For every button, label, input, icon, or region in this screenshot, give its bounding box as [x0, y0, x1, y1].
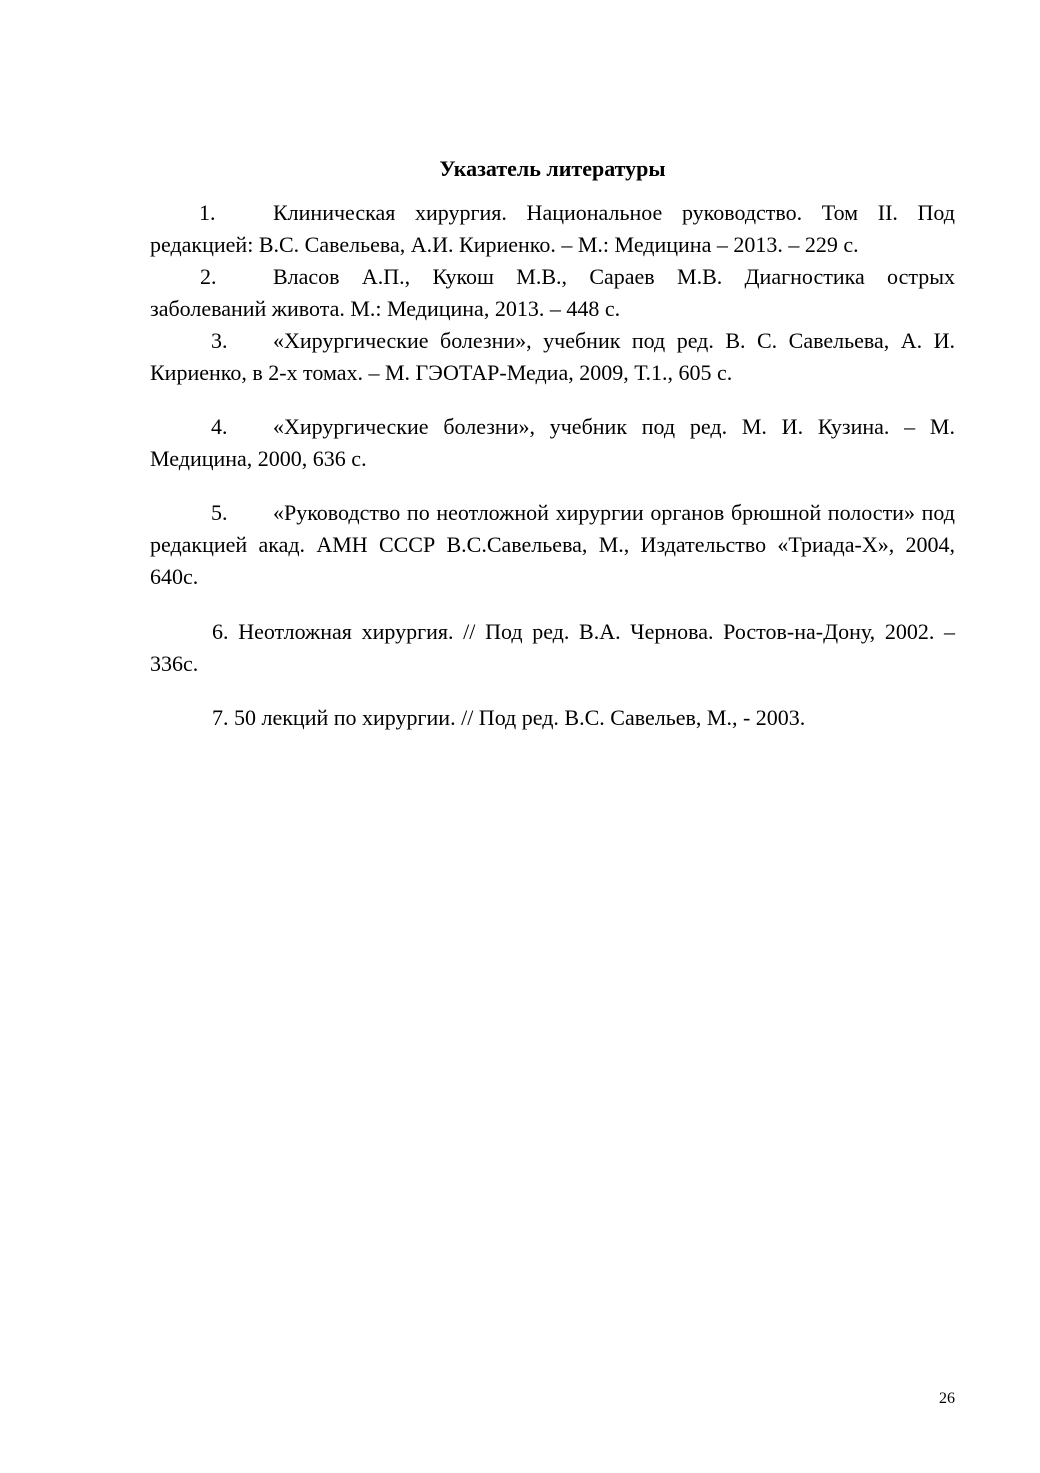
reference-number: 4. — [211, 414, 228, 439]
reference-text: 50 лекций по хирургии. // Под ред. В.С. Савельев, М., - 2003. — [234, 705, 806, 730]
reference-number: 6. — [212, 619, 229, 644]
page-number: 26 — [939, 1390, 955, 1407]
reference-number: 1. — [199, 200, 216, 225]
reference-number: 5. — [211, 500, 228, 525]
reference-item-5 — [150, 497, 955, 593]
reference-number: 7. — [212, 705, 229, 730]
reference-item-4 — [150, 411, 955, 475]
reference-item-7 — [150, 702, 955, 734]
page-title: Указатель литературы — [439, 156, 666, 181]
reference-number: 3. — [211, 328, 228, 353]
reference-text: Клиническая хирургия. Национальное руководство. Том II. Под редакцией: В.С. Савельева, А.И. Кириенко. – М.: Медицина – 2013. – 229 с. — [150, 200, 955, 257]
reference-text: «Руководство по неотложной хирургии органов брюшной полости» под редакцией акад. АМН СССР В.С.Савельева, М., Издательство «Триада-Х», 2004, 640с. — [150, 500, 955, 589]
reference-item-1 — [150, 197, 955, 261]
reference-item-6 — [150, 616, 955, 680]
reference-number: 2. — [200, 264, 217, 289]
reference-text: «Хирургические болезни», учебник под ред. В. С. Савельева, А. И. Кириенко, в 2-х томах. – М. ГЭОТАР-Медиа, 2009, Т.1., 605 с. — [150, 328, 955, 385]
reference-item-3 — [150, 325, 955, 389]
reference-text: Неотложная хирургия. // Под ред. В.А. Чернова. Ростов-на-Дону, 2002. – 336с. — [150, 619, 956, 676]
reference-text: «Хирургические болезни», учебник под ред. М. И. Кузина. – М. Медицина, 2000, 636 с. — [150, 414, 955, 471]
reference-item-2 — [150, 261, 955, 325]
reference-text: Власов А.П., Кукош М.В., Сараев М.В. Диагностика острых заболеваний живота. М.: Медицина, 2013. – 448 с. — [150, 264, 955, 321]
